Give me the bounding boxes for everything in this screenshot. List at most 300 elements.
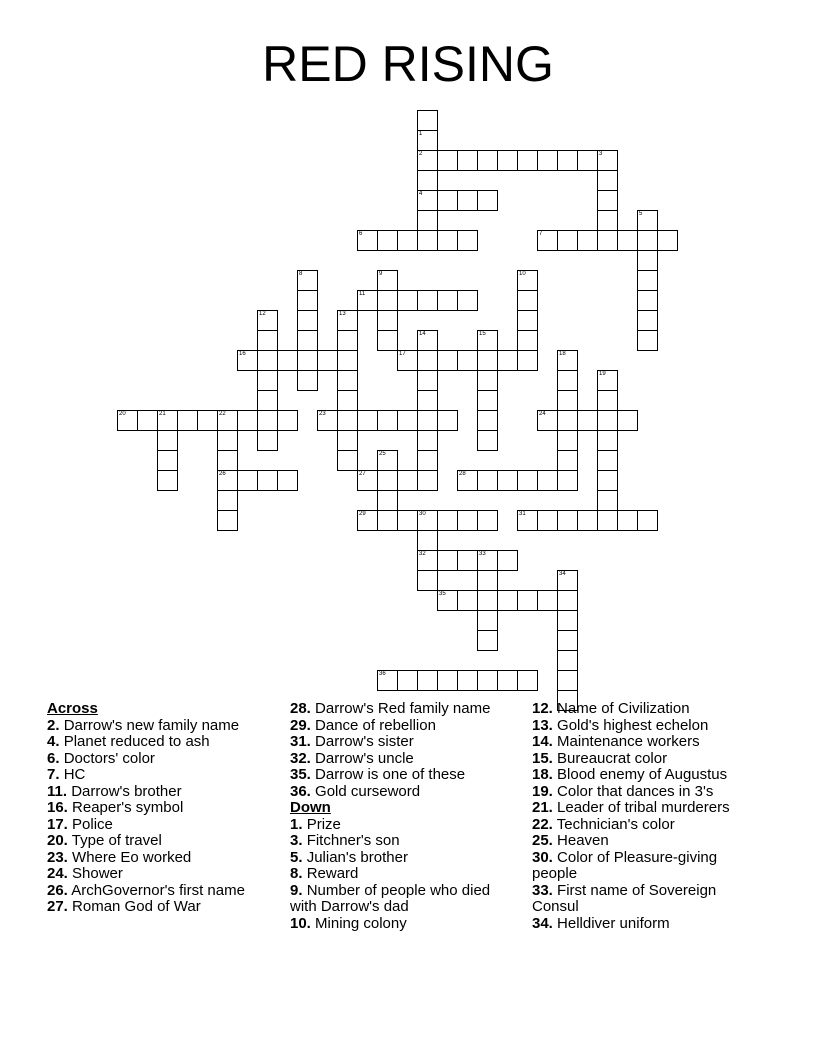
grid-cell[interactable] <box>377 330 398 351</box>
grid-cell[interactable] <box>557 670 578 691</box>
clue-column <box>47 701 277 916</box>
cell-number: 4 <box>419 191 423 197</box>
clue <box>290 833 505 850</box>
clue <box>290 866 505 883</box>
clue-number: 9. <box>290 881 303 899</box>
grid-cell[interactable] <box>597 490 618 511</box>
grid-cell[interactable] <box>597 410 618 431</box>
clue-number: 28. <box>290 700 311 717</box>
grid-cell[interactable] <box>417 550 438 571</box>
clue-number: 21. <box>532 799 553 816</box>
grid-cell[interactable] <box>417 170 438 191</box>
grid-cell[interactable] <box>517 670 538 691</box>
clue <box>290 701 505 718</box>
grid-cell[interactable] <box>557 590 578 611</box>
grid-cell[interactable] <box>257 310 278 331</box>
clue-text: Name of Civilization <box>557 700 690 717</box>
grid-cell[interactable] <box>417 190 438 211</box>
grid-cell[interactable] <box>177 410 198 431</box>
grid-cell[interactable] <box>297 290 318 311</box>
grid-cell[interactable] <box>417 350 438 371</box>
clue-number: 1. <box>290 815 303 833</box>
grid-cell[interactable] <box>537 510 558 531</box>
cell-number: 28 <box>459 471 466 477</box>
grid-cell[interactable] <box>297 370 318 391</box>
grid-cell[interactable] <box>597 450 618 471</box>
grid-cell[interactable] <box>577 230 598 251</box>
cell-number: 29 <box>359 511 366 517</box>
grid-cell[interactable] <box>237 470 258 491</box>
clue-number: 34. <box>532 914 553 932</box>
grid-cell[interactable] <box>417 330 438 351</box>
grid-cell[interactable] <box>497 550 518 571</box>
cell-number: 19 <box>599 371 606 377</box>
grid-cell[interactable] <box>457 290 478 311</box>
grid-cell[interactable] <box>297 310 318 331</box>
clue-number: 15. <box>532 749 553 767</box>
clue-number: 29. <box>290 716 311 734</box>
grid-cell[interactable] <box>457 350 478 371</box>
clue-number: 22. <box>532 815 553 833</box>
grid-cell[interactable] <box>417 150 438 171</box>
clue <box>290 734 505 751</box>
grid-cell[interactable] <box>557 610 578 631</box>
grid-cell[interactable] <box>517 510 538 531</box>
grid-cell[interactable] <box>477 390 498 411</box>
grid-cell[interactable] <box>477 670 498 691</box>
grid-cell[interactable] <box>377 230 398 251</box>
grid-cell[interactable] <box>357 410 378 431</box>
grid-cell[interactable] <box>337 350 358 371</box>
grid-cell[interactable] <box>517 310 538 331</box>
clue-text: Darrow's sister <box>315 733 414 750</box>
grid-cell[interactable] <box>437 510 458 531</box>
grid-cell[interactable] <box>197 410 218 431</box>
grid-cell[interactable] <box>277 410 298 431</box>
grid-cell[interactable] <box>557 650 578 671</box>
cell-number: 33 <box>479 551 486 557</box>
grid-cell[interactable] <box>457 550 478 571</box>
grid-cell[interactable] <box>417 450 438 471</box>
clue-number: 6. <box>47 749 60 767</box>
grid-cell[interactable] <box>317 350 338 371</box>
grid-cell[interactable] <box>637 230 658 251</box>
clue-number: 26. <box>47 881 68 899</box>
grid-cell[interactable] <box>517 470 538 491</box>
clue <box>47 899 277 916</box>
grid-cell[interactable] <box>497 590 518 611</box>
clue-text: Type of travel <box>71 832 162 849</box>
clue-text: Doctors' color <box>63 749 155 767</box>
grid-cell[interactable] <box>637 270 658 291</box>
clue-number: 32. <box>290 749 311 767</box>
grid-cell[interactable] <box>537 230 558 251</box>
cell-number: 31 <box>519 511 526 517</box>
clue-text: Planet reduced to ash <box>63 733 210 750</box>
grid-cell[interactable] <box>557 630 578 651</box>
grid-cell[interactable] <box>557 150 578 171</box>
grid-cell[interactable] <box>517 290 538 311</box>
clue-text: Heaven <box>557 832 609 849</box>
grid-cell[interactable] <box>477 470 498 491</box>
clue-number: 36. <box>290 782 311 800</box>
clue-text: Color that dances in 3's <box>557 782 714 800</box>
grid-cell[interactable] <box>417 510 438 531</box>
grid-cell[interactable] <box>217 430 238 451</box>
grid-cell[interactable] <box>217 470 238 491</box>
cell-number: 5 <box>639 211 643 217</box>
grid-cell[interactable] <box>137 410 158 431</box>
grid-cell[interactable] <box>597 170 618 191</box>
grid-cell[interactable] <box>417 230 438 251</box>
cell-number: 22 <box>219 411 226 417</box>
grid-cell[interactable] <box>277 350 298 371</box>
down-heading: Down <box>290 799 331 816</box>
clue <box>532 850 762 883</box>
grid-cell[interactable] <box>617 230 638 251</box>
clue-text: HC <box>63 766 86 783</box>
grid-cell[interactable] <box>257 330 278 351</box>
grid-cell[interactable] <box>437 190 458 211</box>
grid-cell[interactable] <box>557 430 578 451</box>
grid-cell[interactable] <box>297 330 318 351</box>
grid-cell[interactable] <box>377 450 398 471</box>
grid-cell[interactable] <box>597 390 618 411</box>
grid-cell[interactable] <box>217 450 238 471</box>
cell-number: 13 <box>339 311 346 317</box>
clue-number: 23. <box>47 848 68 866</box>
clue <box>532 734 762 751</box>
cell-number: 7 <box>539 231 543 237</box>
cell-number: 12 <box>259 311 266 317</box>
grid-cell[interactable] <box>397 510 418 531</box>
grid-cell[interactable] <box>397 470 418 491</box>
clue <box>47 800 277 817</box>
grid-cell[interactable] <box>377 490 398 511</box>
grid-cell[interactable] <box>537 470 558 491</box>
grid-cell[interactable] <box>517 330 538 351</box>
grid-cell[interactable] <box>477 550 498 571</box>
grid-cell[interactable] <box>557 370 578 391</box>
grid-cell[interactable] <box>637 310 658 331</box>
grid-cell[interactable] <box>517 350 538 371</box>
grid-cell[interactable] <box>257 390 278 411</box>
grid-cell[interactable] <box>477 410 498 431</box>
grid-cell[interactable] <box>437 590 458 611</box>
grid-cell[interactable] <box>597 150 618 171</box>
cell-number: 27 <box>359 471 366 477</box>
clue-text: Maintenance workers <box>557 733 700 750</box>
grid-cell[interactable] <box>117 410 138 431</box>
grid-cell[interactable] <box>237 350 258 371</box>
grid-cell[interactable] <box>577 510 598 531</box>
cell-number: 35 <box>439 591 446 597</box>
grid-cell[interactable] <box>457 230 478 251</box>
cell-number: 15 <box>479 331 486 337</box>
grid-cell[interactable] <box>377 470 398 491</box>
grid-cell[interactable] <box>417 670 438 691</box>
clue <box>290 883 505 916</box>
clue-number: 2. <box>47 716 60 734</box>
clue <box>532 767 762 784</box>
clue <box>290 850 505 867</box>
grid-cell[interactable] <box>517 590 538 611</box>
grid-cell[interactable] <box>437 290 458 311</box>
clue-text: Where Eo worked <box>72 848 192 866</box>
clue-text: Blood enemy of Augustus <box>557 766 728 783</box>
cell-number: 1 <box>419 131 423 137</box>
grid-cell[interactable] <box>477 610 498 631</box>
clue-text: Fitchner's son <box>306 832 400 849</box>
grid-cell[interactable] <box>477 150 498 171</box>
grid-cell[interactable] <box>477 570 498 591</box>
clue-number: 5. <box>290 848 303 866</box>
clue <box>532 751 762 768</box>
clue-column <box>290 701 505 932</box>
clue <box>47 866 277 883</box>
grid-cell[interactable] <box>317 410 338 431</box>
clue-number: 7. <box>47 766 60 783</box>
grid-cell[interactable] <box>477 430 498 451</box>
grid-cell[interactable] <box>597 190 618 211</box>
grid-cell[interactable] <box>637 210 658 231</box>
grid-cell[interactable] <box>537 410 558 431</box>
grid-cell[interactable] <box>217 410 238 431</box>
grid-cell[interactable] <box>417 370 438 391</box>
grid-cell[interactable] <box>297 350 318 371</box>
grid-cell[interactable] <box>437 410 458 431</box>
cell-number: 6 <box>359 231 363 237</box>
grid-cell[interactable] <box>257 370 278 391</box>
grid-cell[interactable] <box>437 350 458 371</box>
grid-cell[interactable] <box>417 210 438 231</box>
grid-cell[interactable] <box>557 230 578 251</box>
grid-cell[interactable] <box>557 450 578 471</box>
grid-cell[interactable] <box>537 150 558 171</box>
grid-cell[interactable] <box>377 310 398 331</box>
cell-number: 32 <box>419 551 426 557</box>
grid-cell[interactable] <box>497 470 518 491</box>
cell-number: 34 <box>559 571 566 577</box>
clue <box>290 817 505 834</box>
clue <box>47 718 277 735</box>
clue-number: 17. <box>47 815 68 833</box>
grid-cell[interactable] <box>577 410 598 431</box>
grid-cell[interactable] <box>457 590 478 611</box>
clue-number: 20. <box>47 832 68 849</box>
grid-cell[interactable] <box>657 230 678 251</box>
clue-text: Number of people who died with Darrow's dad <box>290 881 491 915</box>
grid-cell[interactable] <box>257 410 278 431</box>
cell-number: 11 <box>359 291 366 297</box>
grid-cell[interactable] <box>557 390 578 411</box>
clue-text: Gold curseword <box>315 782 421 800</box>
grid-cell[interactable] <box>397 670 418 691</box>
grid-cell[interactable] <box>297 270 318 291</box>
clue-text: Darrow is one of these <box>315 766 466 783</box>
grid-cell[interactable] <box>617 510 638 531</box>
grid-cell[interactable] <box>457 150 478 171</box>
cell-number: 14 <box>419 331 426 337</box>
grid-cell[interactable] <box>417 110 438 131</box>
clue <box>532 701 762 718</box>
grid-cell[interactable] <box>417 290 438 311</box>
clue-number: 27. <box>47 898 68 915</box>
grid-cell[interactable] <box>377 290 398 311</box>
grid-cell[interactable] <box>617 410 638 431</box>
grid-cell[interactable] <box>357 510 378 531</box>
clue-text: Color of Pleasure-giving people <box>532 848 718 882</box>
grid-cell[interactable] <box>337 370 358 391</box>
grid-cell[interactable] <box>637 290 658 311</box>
clue <box>532 784 762 801</box>
clue-text: Dance of rebellion <box>315 716 436 734</box>
grid-cell[interactable] <box>557 470 578 491</box>
clue-column <box>532 701 762 932</box>
grid-cell[interactable] <box>457 190 478 211</box>
grid-cell[interactable] <box>257 430 278 451</box>
clue-number: 4. <box>47 733 60 750</box>
grid-cell[interactable] <box>477 350 498 371</box>
grid-cell[interactable] <box>357 470 378 491</box>
clue-number: 30. <box>532 848 553 866</box>
grid-cell[interactable] <box>337 330 358 351</box>
grid-cell[interactable] <box>417 430 438 451</box>
grid-cell[interactable] <box>377 670 398 691</box>
grid-cell[interactable] <box>517 270 538 291</box>
grid-cell[interactable] <box>577 150 598 171</box>
grid-cell[interactable] <box>637 510 658 531</box>
grid-cell[interactable] <box>257 470 278 491</box>
grid-cell[interactable] <box>537 590 558 611</box>
grid-cell[interactable] <box>397 410 418 431</box>
grid-cell[interactable] <box>557 570 578 591</box>
grid-cell[interactable] <box>497 150 518 171</box>
grid-cell[interactable] <box>457 470 478 491</box>
clue-number: 31. <box>290 733 311 750</box>
grid-cell[interactable] <box>477 630 498 651</box>
grid-cell[interactable] <box>257 350 278 371</box>
grid-cell[interactable] <box>637 250 658 271</box>
grid-cell[interactable] <box>157 450 178 471</box>
grid-cell[interactable] <box>477 330 498 351</box>
clue <box>47 784 277 801</box>
cell-number: 36 <box>379 671 386 677</box>
grid-cell[interactable] <box>417 410 438 431</box>
grid-cell[interactable] <box>337 430 358 451</box>
grid-cell[interactable] <box>217 510 238 531</box>
grid-cell[interactable] <box>157 430 178 451</box>
clue-number: 3. <box>290 832 303 849</box>
grid-cell[interactable] <box>457 670 478 691</box>
grid-cell[interactable] <box>437 230 458 251</box>
clue-number: 12. <box>532 700 553 717</box>
grid-cell[interactable] <box>597 230 618 251</box>
grid-cell[interactable] <box>217 490 238 511</box>
cell-number: 16 <box>239 351 246 357</box>
clue-text: Technician's color <box>556 815 675 833</box>
clue <box>532 916 762 933</box>
grid-cell[interactable] <box>337 450 358 471</box>
grid-cell[interactable] <box>417 530 438 551</box>
grid-cell[interactable] <box>357 290 378 311</box>
grid-cell[interactable] <box>377 270 398 291</box>
grid-cell[interactable] <box>477 510 498 531</box>
grid-cell[interactable] <box>637 330 658 351</box>
grid-cell[interactable] <box>437 150 458 171</box>
cell-number: 10 <box>519 271 526 277</box>
clue-text: First name of Sovereign Consul <box>532 881 717 915</box>
grid-cell[interactable] <box>417 390 438 411</box>
clue <box>532 817 762 834</box>
grid-cell[interactable] <box>377 410 398 431</box>
grid-cell[interactable] <box>557 350 578 371</box>
grid-cell[interactable] <box>417 130 438 151</box>
clue-number: 33. <box>532 881 553 899</box>
clue-text: Gold's highest echelon <box>557 716 709 734</box>
clue-number: 25. <box>532 832 553 849</box>
grid-cell[interactable] <box>557 410 578 431</box>
grid-cell[interactable] <box>497 670 518 691</box>
clue-text: Julian's brother <box>306 848 408 866</box>
clue-number: 18. <box>532 766 553 783</box>
grid-cell[interactable] <box>497 350 518 371</box>
puzzle-title: RED RISING <box>262 36 554 92</box>
grid-cell[interactable] <box>337 310 358 331</box>
clue-text: Shower <box>72 865 123 882</box>
cell-number: 25 <box>379 451 386 457</box>
grid-cell[interactable] <box>337 410 358 431</box>
grid-cell[interactable] <box>417 470 438 491</box>
clue-text: Darrow's uncle <box>315 749 414 767</box>
clue-text: Leader of tribal murderers <box>557 799 730 816</box>
cell-number: 23 <box>319 411 326 417</box>
clue <box>532 883 762 916</box>
grid-cell[interactable] <box>157 470 178 491</box>
grid-cell[interactable] <box>417 570 438 591</box>
clue <box>290 784 505 801</box>
grid-cell[interactable] <box>477 190 498 211</box>
clue-number: 16. <box>47 799 68 816</box>
grid-cell[interactable] <box>597 470 618 491</box>
grid-cell[interactable] <box>397 230 418 251</box>
grid-cell[interactable] <box>437 550 458 571</box>
grid-cell[interactable] <box>597 510 618 531</box>
clue-text: Bureaucrat color <box>557 749 668 767</box>
grid-cell[interactable] <box>397 350 418 371</box>
grid-cell[interactable] <box>237 410 258 431</box>
cell-number: 24 <box>539 411 546 417</box>
grid-cell[interactable] <box>597 210 618 231</box>
clue <box>47 883 277 900</box>
grid-cell[interactable] <box>397 290 418 311</box>
grid-cell[interactable] <box>557 510 578 531</box>
grid-cell[interactable] <box>157 410 178 431</box>
grid-cell[interactable] <box>277 470 298 491</box>
grid-cell[interactable] <box>457 510 478 531</box>
clue-number: 8. <box>290 865 303 882</box>
grid-cell[interactable] <box>337 390 358 411</box>
grid-cell[interactable] <box>477 370 498 391</box>
grid-cell[interactable] <box>437 670 458 691</box>
grid-cell[interactable] <box>517 150 538 171</box>
grid-cell[interactable] <box>477 590 498 611</box>
clue <box>532 718 762 735</box>
grid-cell[interactable] <box>377 510 398 531</box>
grid-cell[interactable] <box>597 370 618 391</box>
grid-cell[interactable] <box>597 430 618 451</box>
grid-cell[interactable] <box>357 230 378 251</box>
